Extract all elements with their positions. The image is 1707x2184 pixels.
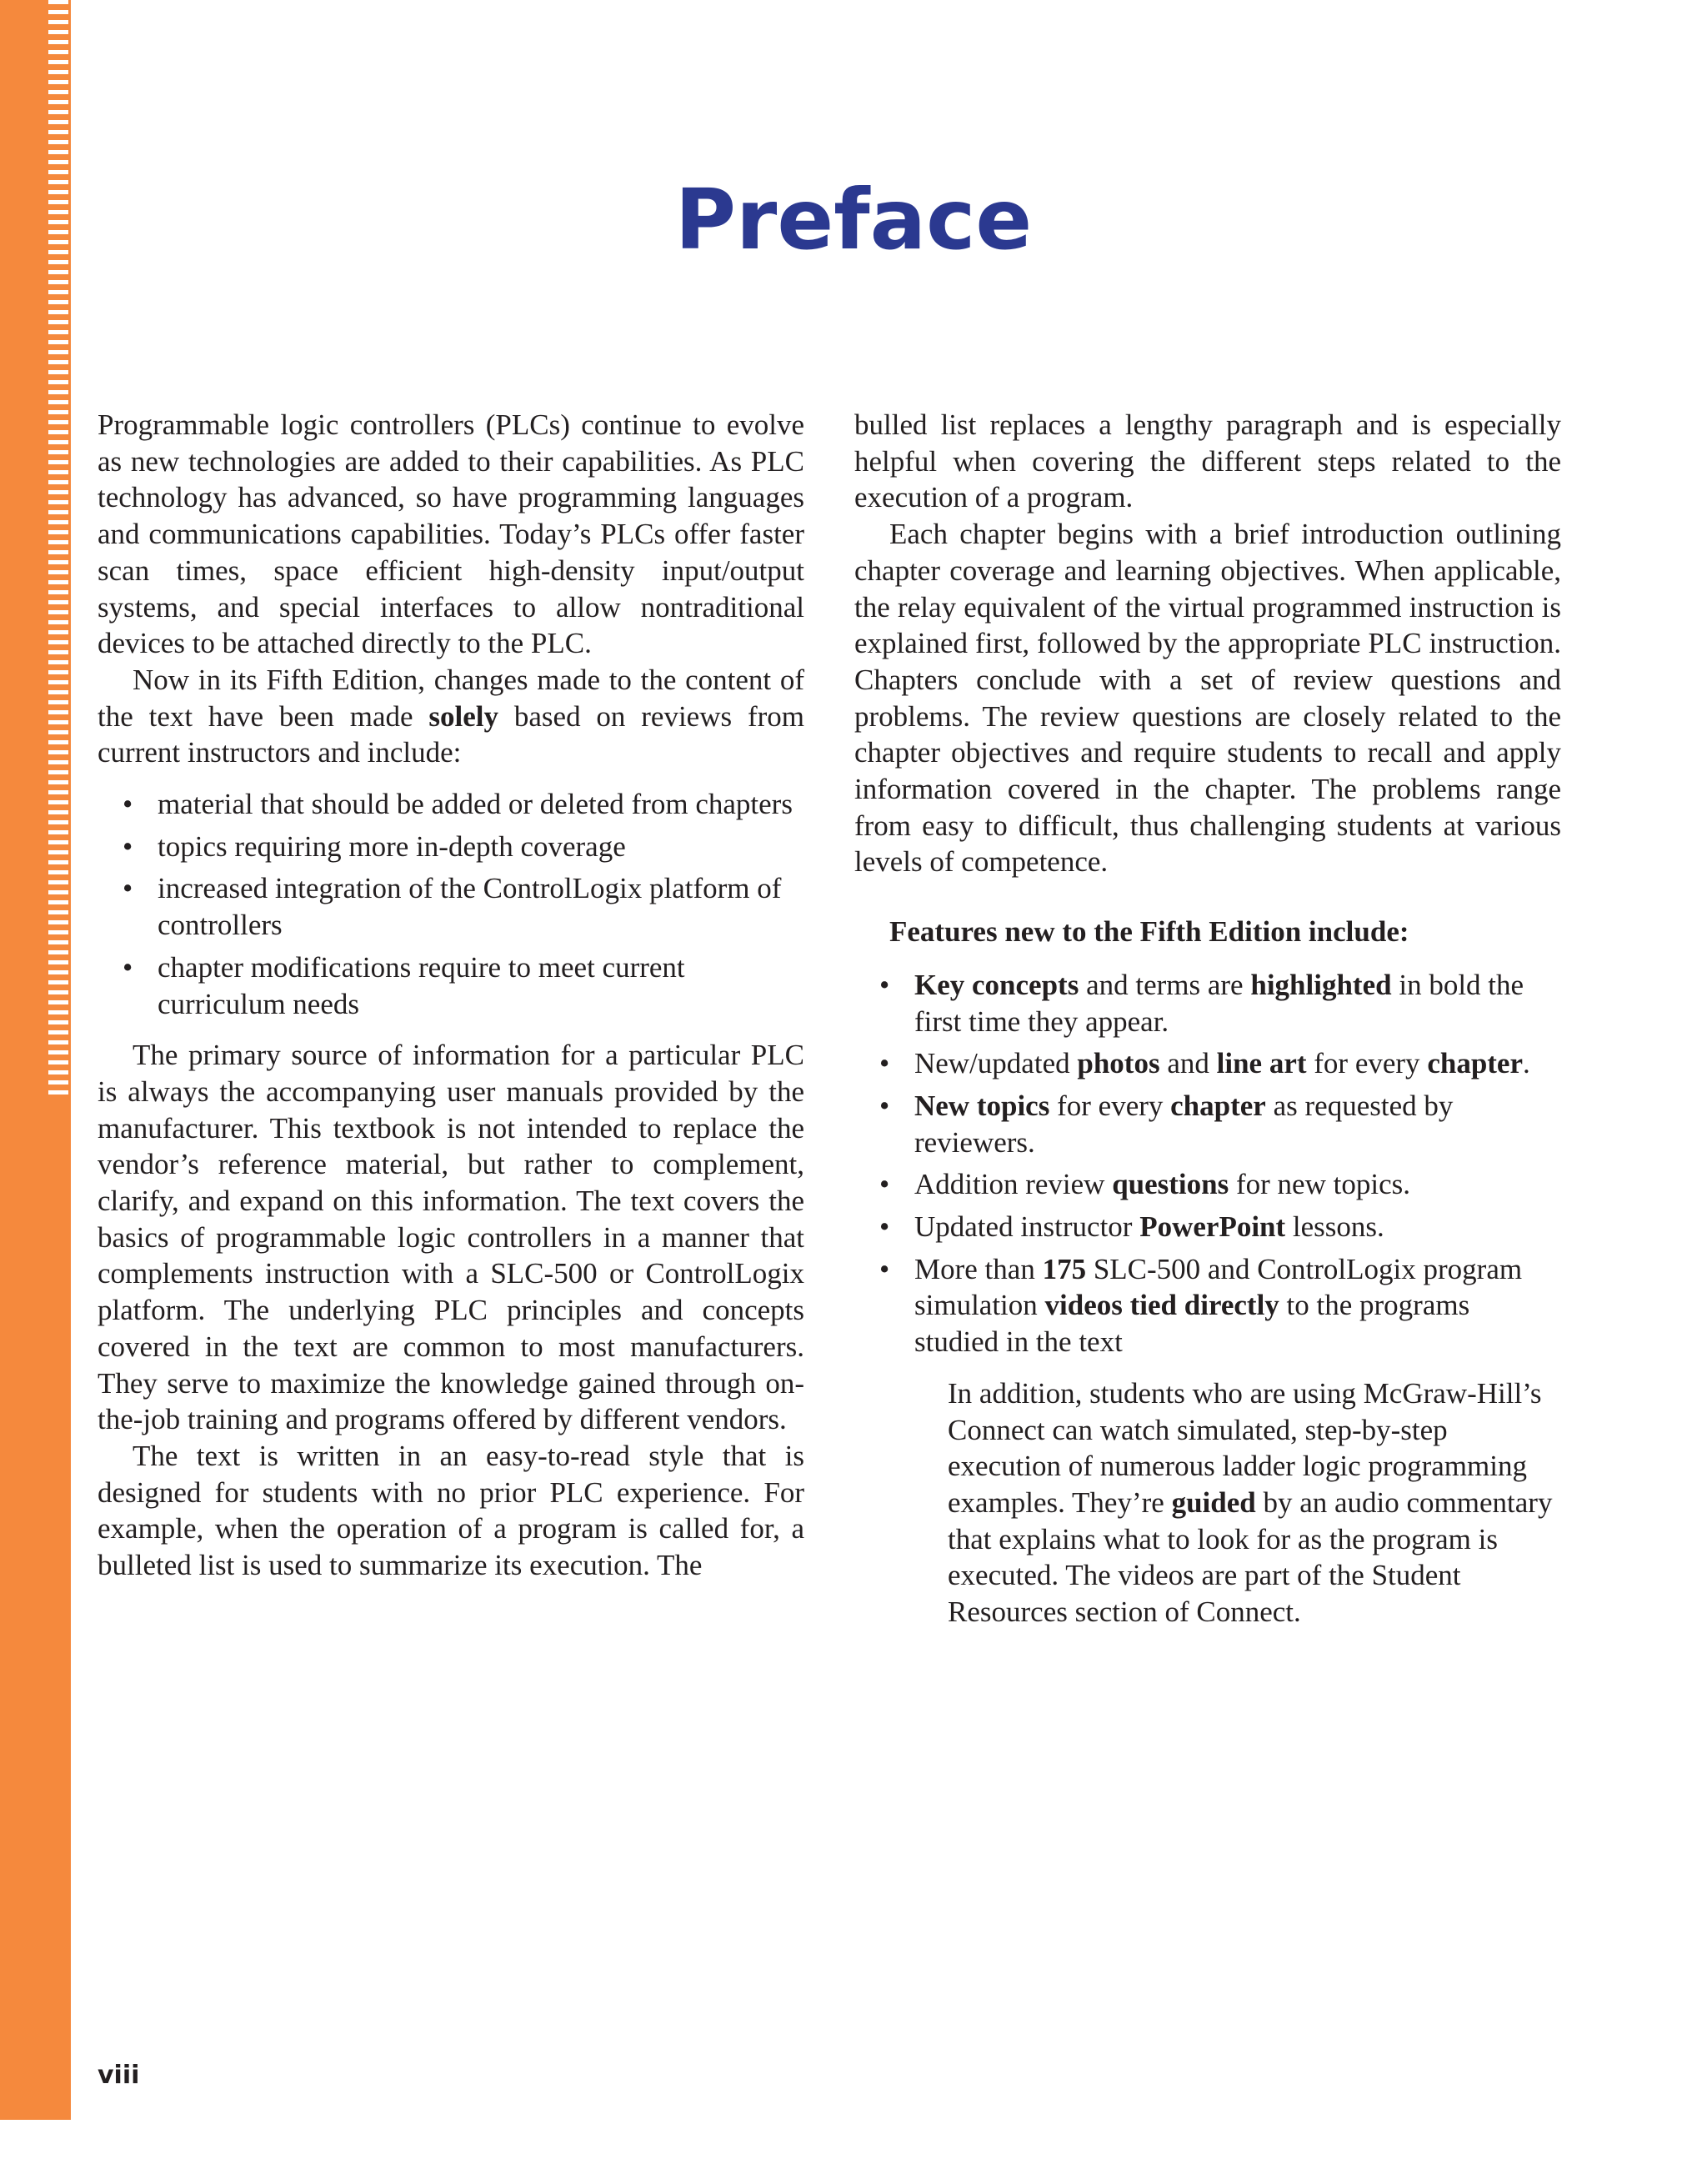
features-list bbox=[854, 967, 1561, 1360]
paragraph: Now in its Fifth Edition, changes made to the content of the text have been made solely based on reviews from current instructors and include: bbox=[98, 663, 804, 769]
left-column bbox=[98, 407, 804, 1584]
bullet-icon: • bbox=[123, 950, 133, 984]
bold-term: solely bbox=[428, 699, 499, 733]
list-item: • Key concepts and terms are highlighted in bold the first time they appear. bbox=[879, 968, 1524, 1038]
side-margin-bar bbox=[0, 0, 71, 2120]
list-item: • New topics for every chapter as requested by reviewers. bbox=[879, 1089, 1454, 1159]
bullet-icon: • bbox=[879, 1168, 890, 1201]
page-number: viii bbox=[98, 2061, 140, 2090]
addition-paragraph: In addition, students who are using McGraw-Hill’s Connect can watch simulated, step-by-step execution of numerous ladder logic programming examples. They’re guided by an audio commentary that explains what to look for as the program is executed. The videos are part of the Student Resources section of Connect. bbox=[948, 1376, 1553, 1629]
paragraph: bulled list replaces a lengthy paragraph and is especially helpful when covering the different steps related to the execution of a program. bbox=[854, 408, 1561, 514]
bullet-icon: • bbox=[123, 788, 133, 821]
list-item: • material that should be added or deleted from chapters bbox=[98, 786, 804, 823]
list-item: • topics requiring more in-depth coverage bbox=[98, 829, 804, 865]
list-item: • chapter modifications require to meet current curriculum needs bbox=[123, 950, 685, 1020]
paragraph: Programmable logic controllers (PLCs) continue to evolve as new technologies are added to their capabilities. As PLC technology has advanced, so have programming languages and communications capabilities. Today’s PLCs offer faster scan times, space efficient high-density input/output systems, and special interfaces to allow nontraditional devices to be attached directly to the PLC. bbox=[98, 408, 804, 660]
bullet-icon: • bbox=[879, 1210, 890, 1244]
side-tick-pattern bbox=[48, 0, 68, 1099]
bullet-icon: • bbox=[879, 1047, 890, 1080]
list-item: • increased integration of the ControlLogix platform of controllers bbox=[123, 872, 782, 942]
bullet-icon: • bbox=[123, 829, 133, 863]
list-item: • Updated instructor PowerPoint lessons. bbox=[854, 1209, 1561, 1245]
list-item: • More than 175 SLC-500 and ControlLogix program simulation videos tied directly to the programs studied in the text bbox=[879, 1252, 1523, 1359]
right-column bbox=[854, 407, 1561, 1630]
paragraph: The primary source of information for a particular PLC is always the accompanying user manuals provided by the manufacturer. This textbook is not intended to replace the vendor’s reference material, but rather to complement, clarify, and expand on this information. The text covers the basics of programmable logic controllers in a manner that complements instruction with a SLC-500 or ControlLogix platform. The underlying PLC principles and concepts covered in the text are common to most manufacturers. They serve to maximize the knowledge gained through on-the-job training and programs offered by different vendors. bbox=[98, 1039, 804, 1436]
list-item: • New/updated photos and line art for every chapter. bbox=[854, 1045, 1561, 1082]
bullet-icon: • bbox=[879, 1252, 890, 1285]
changes-list bbox=[98, 786, 804, 1022]
features-heading: Features new to the Fifth Edition include: bbox=[889, 915, 1409, 949]
page-title: Preface bbox=[674, 171, 1033, 268]
paragraph: Each chapter begins with a brief introduction outlining chapter coverage and learning objectives. When applicable, the relay equivalent of the virtual programmed instruction is explained first, followed by the appropriate PLC instruction. Chapters conclude with a set of review questions and problems. The review questions are closely related to the chapter objectives and require students to recall and apply information covered in the chapter. The problems range from easy to difficult, thus challenging students at various levels of competence. bbox=[854, 518, 1561, 879]
bullet-icon: • bbox=[879, 1089, 890, 1122]
bullet-icon: • bbox=[879, 968, 890, 1001]
list-item: • Addition review questions for new topics. bbox=[854, 1166, 1561, 1203]
bold-term: guided bbox=[1171, 1485, 1256, 1519]
paragraph: The text is written in an easy-to-read style that is designed for students with no prior PLC experience. For example, when the operation of a program is called for, a bulleted list is used to summarize its execution. The bbox=[98, 1439, 804, 1582]
bullet-icon: • bbox=[123, 872, 133, 905]
